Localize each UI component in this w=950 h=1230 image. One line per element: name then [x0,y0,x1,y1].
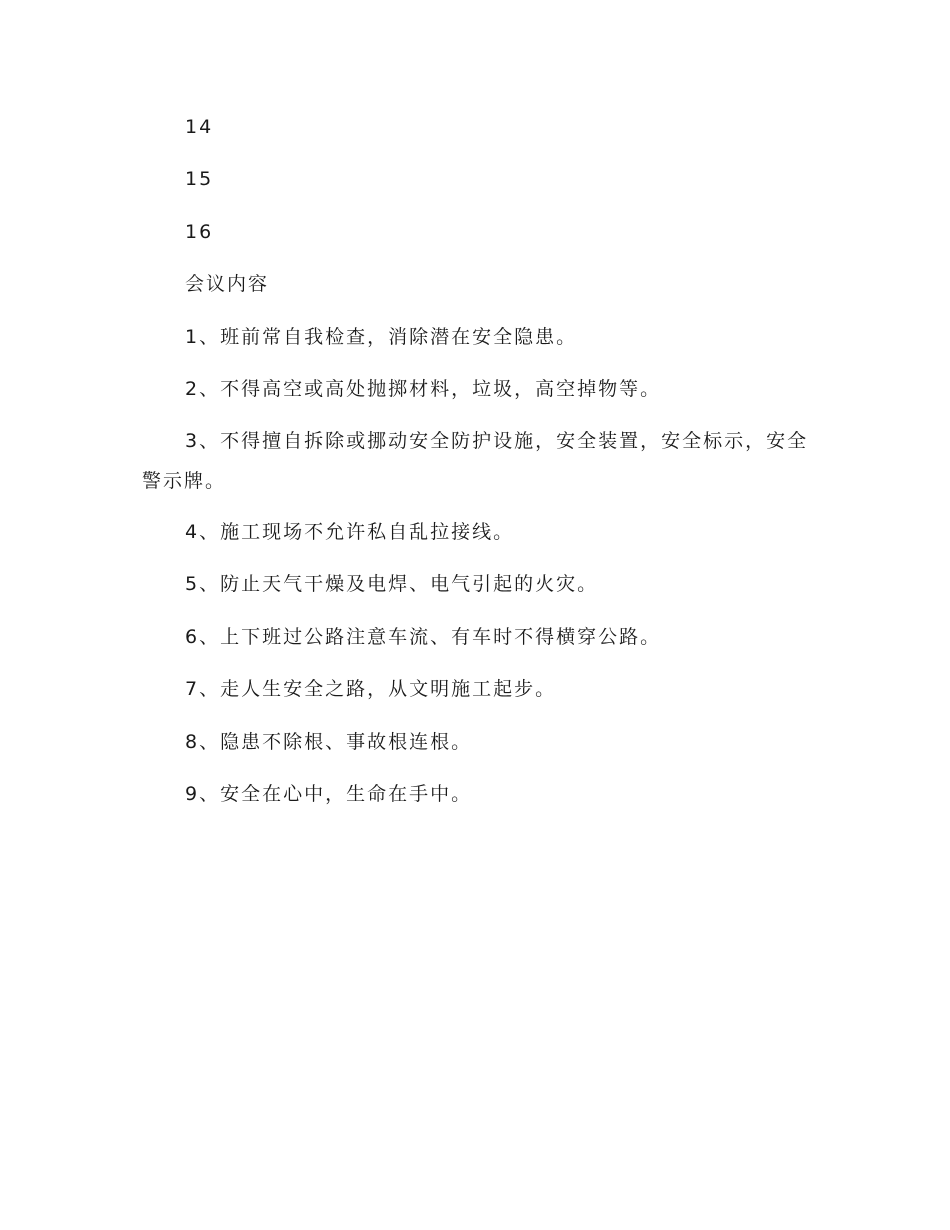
list-item: 3、不得擅自拆除或挪动安全防护设施，安全装置，安全标示，安全警示牌。 [142,430,809,492]
list-item: 4、施工现场不允许私自乱拉接线。 [185,521,515,543]
number-line: 14 [185,116,214,138]
section-heading: 会议内容 [185,273,270,295]
list-item: 5、防止天气干燥及电焊、电气引起的火灾。 [185,573,599,595]
number-line: 16 [185,221,214,243]
list-item: 9、安全在心中，生命在手中。 [185,783,473,805]
number-line: 15 [185,168,214,190]
list-item: 1、班前常自我检查，消除潜在安全隐患。 [185,326,578,348]
list-item: 2、不得高空或高处抛掷材料，垃圾，高空掉物等。 [185,378,662,400]
list-item: 7、走人生安全之路，从文明施工起步。 [185,678,557,700]
list-item: 6、上下班过公路注意车流、有车时不得横穿公路。 [185,626,662,648]
list-item: 8、隐患不除根、事故根连根。 [185,731,473,753]
